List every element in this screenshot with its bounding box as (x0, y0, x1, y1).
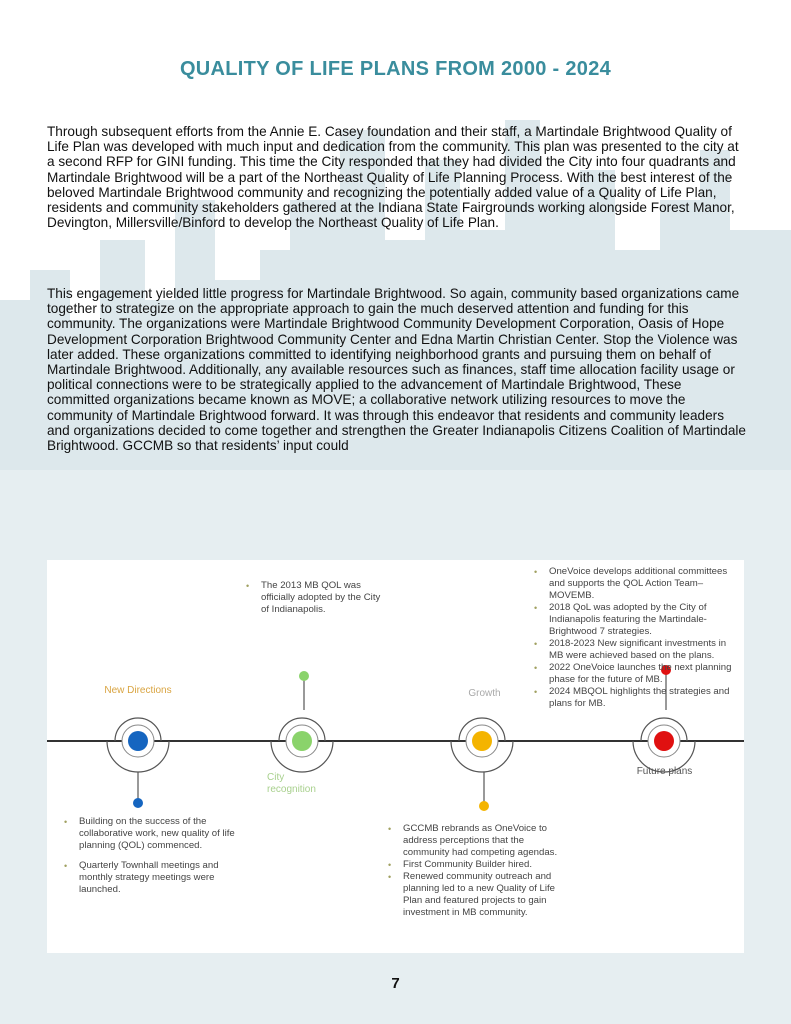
stage-notes-future-plans (533, 566, 733, 710)
stage-label-new-directions: New Directions (104, 685, 172, 696)
note-item: • 2018-2023 New significant investments in MB were achieved based on the plans. (533, 638, 733, 662)
note-item: • 2018 QoL was adopted by the City of Indianapolis featuring the Martindale-Brightwood 7 strategies. (533, 602, 733, 638)
stage-future-plans-dot (654, 731, 674, 751)
note-item: • First Community Builder hired. (387, 859, 572, 871)
note-item: • OneVoice develops additional committees and supports the QOL Action Team–MOVEMB. (533, 566, 733, 602)
stage-new-directions-dot (128, 731, 148, 751)
body-paragraph-2: This engagement yielded little progress for Martindale Brightwood. So again, community based organizations came together to strategize on the appropriate approach to gain the much deserved attention and funding for this community. The organizations were Martindale Brightwood Community Development Corporation, Oasis of Hope Development Corporation Brightwood Community Center and Edna Martin Christian Center. Stop the Violence was later added. These organizations committed to identifying neighborhood grants and pursuing them on behalf of Martindale Brightwood. Additionally, any available resources such as finances, staff time allocation facility usage or political connections were to be strategically applied to the advancement of Martindale Brightwood, These committed organizations became known as MOVE; a collaborative network utilizing resources to move the community of Martindale Brightwood forward. It was through this endeavor that residents and community leaders and organizations decided to come together and strengthen the Greater Indianapolis Citizens Coalition of Martindale Brightwood. GCCMB so that residents’ input could (47, 286, 746, 454)
note-item: • Building on the success of the collaborative work, new quality of life planning (QOL) commenced. (63, 816, 243, 852)
body-paragraph-1: Through subsequent efforts from the Annie E. Casey foundation and their staff, a Martindale Brightwood Quality of Life Plan was developed with much input and dedication from the community. This plan was presented to the city at a second RFP for GINI funding. This time the City responded that they had divided the City into four quadrants and Martindale Brightwood will be a part of the Northeast Quality of Life Planning Process. With the best interest of the beloved Martindale Brightwood community and recognizing the potentially added value of a Quality of Life Plan, residents and community stakeholders gathered at the Indiana State Fairgrounds working alongside Forest Manor, Devington, Millersville/Binford to develop the Northeast Quality of Life Plan. (47, 124, 739, 231)
note-item: • 2024 MBQOL highlights the strategies and plans for MB. (533, 686, 733, 710)
page-number: 7 (391, 975, 400, 992)
stage-city-recognition-marker (271, 671, 333, 772)
stage-label-growth: Growth (468, 688, 501, 699)
stage-label-future-plans: Future plans (636, 766, 693, 777)
stage-growth-marker (451, 718, 513, 811)
stage-city-recognition-dot (292, 731, 312, 751)
page-title: QUALITY OF LIFE PLANS FROM 2000 - 2024 (179, 58, 612, 80)
stage-notes-city-recognition (245, 580, 385, 616)
stage-notes-growth (387, 823, 572, 919)
stage-growth-dot (472, 731, 492, 751)
note-item: • Quarterly Townhall meetings and monthly strategy meetings were launched. (63, 860, 243, 896)
note-item: • GCCMB rebrands as OneVoice to address perceptions that the community had competing agendas. (387, 823, 572, 859)
stage-new-directions-marker (107, 718, 169, 808)
stage-notes-new-directions (63, 816, 243, 896)
note-item: • The 2013 MB QOL was officially adopted by the City of Indianapolis. (245, 580, 385, 616)
note-item: • Renewed community outreach and planning led to a new Quality of Life Plan and featured projects to gain investment in MB community. (387, 871, 572, 919)
note-item: • 2022 OneVoice launches the next planning phase for the future of MB. (533, 662, 733, 686)
timeline-infographic (47, 560, 744, 953)
stage-label-city-recognition: City recognition (267, 772, 316, 795)
